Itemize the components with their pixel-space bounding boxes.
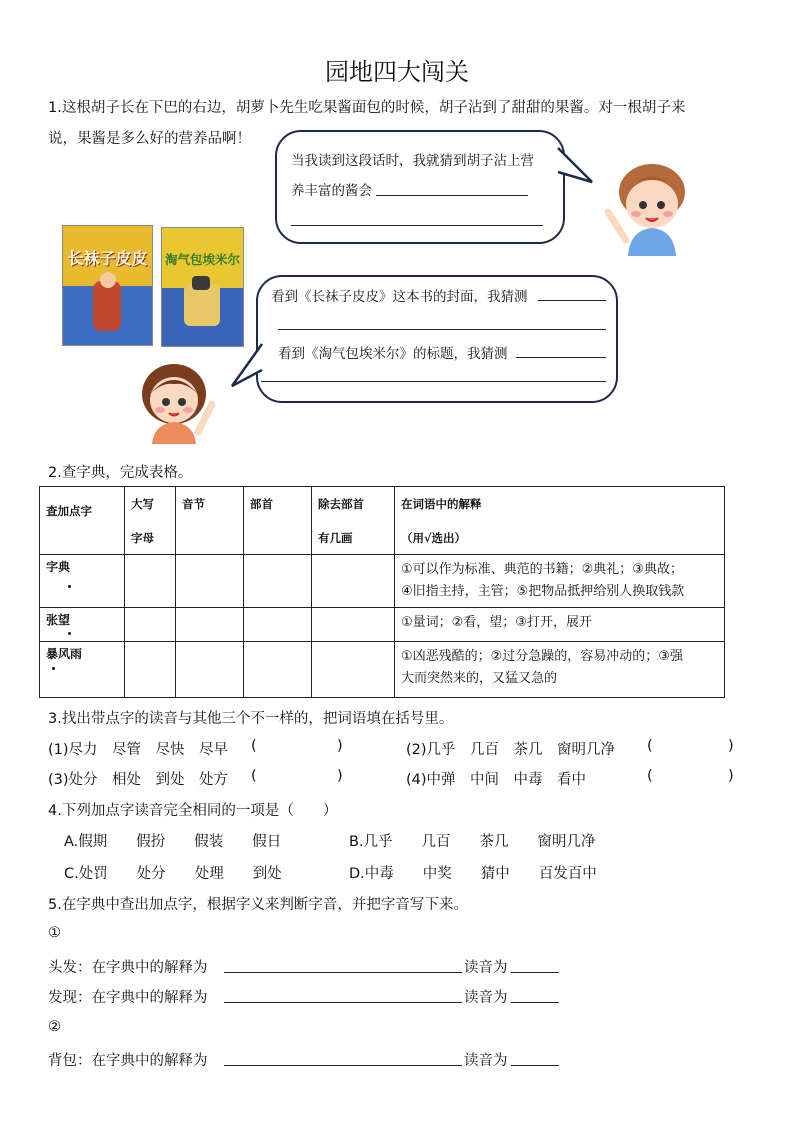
q2-heading: 2.查字典，完成表格。	[48, 465, 193, 481]
header-cell: 部首	[244, 487, 312, 555]
bubble1-answer-line1[interactable]	[376, 195, 528, 196]
table-header-row	[40, 487, 725, 555]
q5-line-1: 头发：在字典中的解释为	[48, 960, 208, 976]
q5-mark-2: ②	[48, 1019, 61, 1035]
dictionary-table	[39, 486, 725, 698]
paren-close: )	[728, 738, 734, 754]
word-cell: 字典	[40, 555, 125, 608]
bubble2-answer-line3[interactable]	[516, 357, 606, 358]
q4-option-b[interactable]: B.几乎 几百 茶几 窗明几净	[349, 834, 596, 850]
q3-item-3: (3)处分 相处 到处 处方	[48, 772, 229, 788]
table-row	[40, 608, 725, 642]
answer-cell[interactable]	[244, 608, 312, 642]
table-row	[40, 642, 725, 698]
bubble1-line2: 养丰富的酱会	[291, 183, 372, 199]
bubble1-line1: 当我读到这段话时，我就猜到胡子沾上营	[291, 153, 534, 169]
paren-open: (	[647, 768, 653, 784]
boy-illustration	[600, 160, 692, 256]
q5-line-2: 发现：在字典中的解释为	[48, 990, 208, 1006]
q5-line-3: 背包：在字典中的解释为	[48, 1053, 208, 1069]
answer-cell[interactable]	[176, 608, 244, 642]
q4-option-a[interactable]: A.假期 假扮 假装 假日	[64, 834, 282, 850]
answer-cell[interactable]	[244, 555, 312, 608]
bubble-tail-left	[228, 340, 264, 390]
q5-answer-line[interactable]	[224, 1065, 462, 1066]
emphasis-dot	[68, 632, 71, 635]
q5-read-label: 读音为	[464, 990, 508, 1006]
bubble2-line2: 看到《淘气包埃米尔》的标题，我猜测	[278, 346, 508, 362]
paren-open: (	[251, 738, 257, 754]
answer-cell[interactable]	[312, 642, 395, 698]
q4-option-d[interactable]: D.中毒 中奖 猜中 百发百中	[349, 866, 597, 882]
page-title: 园地四大闯关	[325, 58, 469, 86]
answer-cell[interactable]	[176, 642, 244, 698]
q4-heading: 4.下列加点字读音完全相同的一项是（ ）	[48, 803, 338, 819]
q3-item-2: (2)几乎 几百 茶几 窗明几净	[406, 742, 616, 758]
meaning-cell[interactable]: ①凶恶残酷的；②过分急躁的，容易冲动的；③强 大而突然来的，又猛又急的	[395, 642, 725, 698]
answer-cell[interactable]	[176, 555, 244, 608]
q3-item-1: (1)尽力 尽管 尽快 尽早	[48, 742, 229, 758]
girl-illustration	[136, 360, 222, 444]
answer-cell[interactable]	[125, 555, 176, 608]
book-cover-emil	[161, 227, 244, 347]
paren-open: (	[647, 738, 653, 754]
header-cell: 音节	[176, 487, 244, 555]
q5-read-line[interactable]	[511, 1065, 559, 1066]
bubble1-answer-line2[interactable]	[291, 225, 543, 226]
word-cell: 张望	[40, 608, 125, 642]
header-cell: 在词语中的解释 （用√选出）	[395, 487, 725, 555]
book-cover-pippi	[62, 225, 153, 346]
meaning-cell[interactable]: ①量词；②看，望；③打开，展开	[395, 608, 725, 642]
q5-read-label: 读音为	[464, 1053, 508, 1069]
answer-cell[interactable]	[125, 608, 176, 642]
table-row	[40, 555, 725, 608]
bubble2-answer-line2[interactable]	[278, 329, 606, 330]
answer-cell[interactable]	[125, 642, 176, 698]
q3-item-4: (4)中弹 中间 中毒 看中	[406, 772, 587, 788]
paren-close: )	[728, 768, 734, 784]
q5-read-line[interactable]	[511, 972, 559, 973]
bubble2-answer-line4[interactable]	[261, 381, 606, 382]
answer-cell[interactable]	[244, 642, 312, 698]
q5-answer-line[interactable]	[224, 972, 462, 973]
bubble-tail-right	[556, 140, 596, 190]
q3-heading: 3.找出带点字的读音与其他三个不一样的，把词语填在括号里。	[48, 711, 454, 727]
q1-text-line2: 说，果酱是多么好的营养品啊！	[48, 131, 251, 147]
bubble2-answer-line1[interactable]	[538, 300, 606, 301]
bubble2-line1: 看到《长袜子皮皮》这本书的封面，我猜测	[271, 289, 528, 305]
book2-title: 淘气包埃米尔	[164, 252, 240, 267]
emphasis-dot	[68, 585, 71, 588]
q5-mark-1: ①	[48, 925, 61, 941]
q5-answer-line[interactable]	[224, 1002, 462, 1003]
paren-open: (	[251, 768, 257, 784]
header-cell: 查加点字	[40, 487, 125, 555]
q1-text-line1: 1.这根胡子长在下巴的右边，胡萝卜先生吃果酱面包的时候，胡子沾到了甜甜的果酱。对一根胡子来	[48, 100, 686, 116]
paren-close: )	[337, 768, 343, 784]
meaning-cell[interactable]: ①可以作为标准、典范的书籍；②典礼；③典故； ④旧指主持，主管；⑤把物品抵押给别人换取钱款	[395, 555, 725, 608]
word-cell: 暴风雨	[40, 642, 125, 698]
q5-read-label: 读音为	[464, 960, 508, 976]
q5-heading: 5.在字典中查出加点字，根据字义来判断字音，并把字音写下来。	[48, 897, 468, 913]
answer-cell[interactable]	[312, 555, 395, 608]
header-cell: 大写 字母	[125, 487, 176, 555]
q5-read-line[interactable]	[511, 1002, 559, 1003]
paren-close: )	[337, 738, 343, 754]
book1-title: 长袜子皮皮	[67, 249, 148, 268]
emphasis-dot	[52, 667, 55, 670]
header-cell: 除去部首 有几画	[312, 487, 395, 555]
q4-option-c[interactable]: C.处罚 处分 处理 到处	[64, 866, 282, 882]
answer-cell[interactable]	[312, 608, 395, 642]
